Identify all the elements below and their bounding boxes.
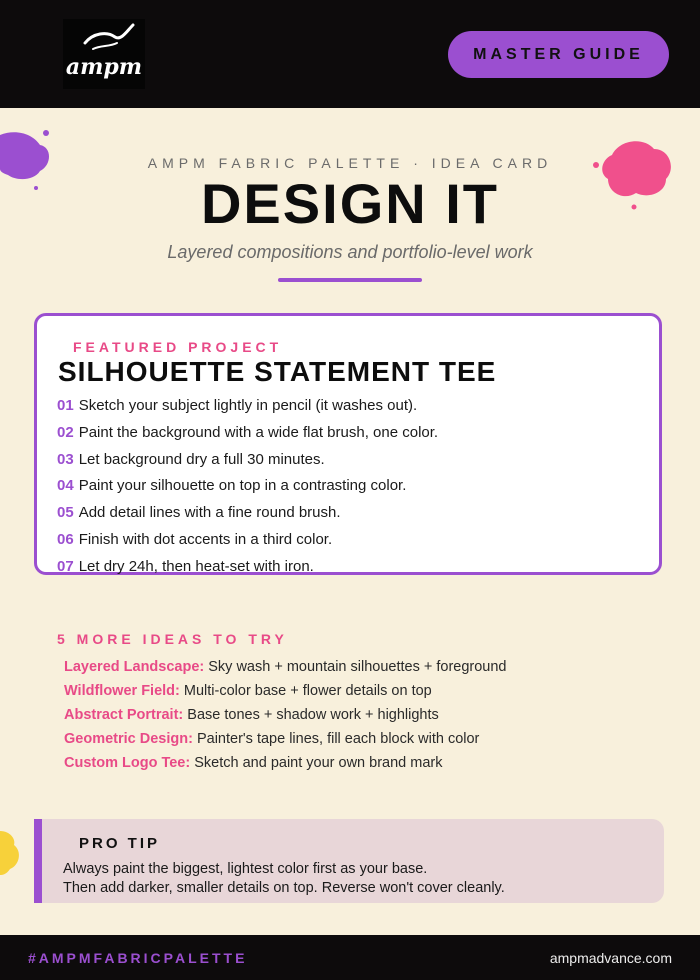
pro-tip-heading: PRO TIP xyxy=(79,835,161,852)
step-number: 05 xyxy=(57,504,74,522)
pro-tip-line-2: Then add darker, smaller details on top. Reverse won't cover cleanly. xyxy=(63,880,505,896)
footer-hashtag[interactable]: #AMPMFABRICPALETTE xyxy=(28,950,248,966)
footer-website-link[interactable]: ampmadvance.com xyxy=(549,950,672,966)
brand-logo[interactable] xyxy=(63,19,145,89)
step-list xyxy=(57,393,438,581)
hero-kicker: AMPM FABRIC PALETTE · IDEA CARD xyxy=(147,155,553,171)
step-item xyxy=(57,393,438,420)
step-text: Paint the background with a wide flat brush, one color. xyxy=(78,423,439,441)
idea-desc: Base tones + shadow work + highlights xyxy=(187,707,439,723)
featured-kicker: FEATURED PROJECT xyxy=(73,339,283,355)
idea-item xyxy=(64,727,507,751)
step-text: Paint your silhouette on top in a contrasting color. xyxy=(78,477,407,495)
featured-project-card xyxy=(34,313,662,575)
footer-bar xyxy=(0,935,700,980)
step-number: 06 xyxy=(57,530,74,548)
idea-desc: Sky wash + mountain silhouettes + foreground xyxy=(208,659,507,675)
title-divider xyxy=(278,278,422,282)
idea-item xyxy=(64,703,507,727)
step-item xyxy=(57,447,438,474)
step-item xyxy=(57,420,438,447)
page-subtitle: Layered compositions and portfolio-level work xyxy=(167,242,533,262)
idea-item xyxy=(64,655,507,679)
step-item xyxy=(57,500,438,527)
featured-title: SILHOUETTE STATEMENT TEE xyxy=(58,356,497,387)
step-text: Let dry 24h, then heat-set with iron. xyxy=(78,557,314,575)
idea-desc: Multi-color base + flower details on top xyxy=(183,683,432,699)
step-number: 02 xyxy=(57,423,74,441)
step-text: Finish with dot accents in a third color. xyxy=(78,530,333,548)
pro-tip-line-1: Always paint the biggest, lightest color first as your base. xyxy=(63,861,428,877)
idea-item xyxy=(64,679,507,703)
idea-desc: Sketch and paint your own brand mark xyxy=(194,755,443,771)
idea-desc: Painter's tape lines, fill each block with color xyxy=(196,731,480,747)
top-bar xyxy=(0,0,700,108)
step-item xyxy=(57,554,438,581)
ideas-list xyxy=(64,655,507,775)
idea-name: Custom Logo Tee: xyxy=(64,755,191,771)
idea-name: Abstract Portrait: xyxy=(64,707,184,723)
page-title: DESIGN IT xyxy=(200,172,500,235)
step-number: 01 xyxy=(57,397,74,414)
step-text: Sketch your subject lightly in pencil (it washes out). xyxy=(78,397,418,414)
idea-name: Wildflower Field: xyxy=(64,683,180,699)
master-guide-button[interactable]: MASTER GUIDE xyxy=(448,31,669,78)
step-number: 04 xyxy=(57,477,74,495)
ideas-heading: 5 MORE IDEAS TO TRY xyxy=(57,631,288,647)
pro-tip-box xyxy=(34,819,664,903)
logo-mark xyxy=(63,19,145,89)
idea-name: Layered Landscape: xyxy=(64,659,205,675)
step-item xyxy=(57,473,438,500)
logo-text: ampm xyxy=(65,54,143,80)
step-item xyxy=(57,527,438,554)
step-text: Let background dry a full 30 minutes. xyxy=(78,450,325,468)
idea-item xyxy=(64,751,507,775)
idea-name: Geometric Design: xyxy=(64,731,193,747)
step-number: 03 xyxy=(57,450,74,468)
step-number: 07 xyxy=(57,557,74,575)
yellow-splat-decoration xyxy=(0,825,26,885)
step-text: Add detail lines with a fine round brush. xyxy=(78,504,341,522)
